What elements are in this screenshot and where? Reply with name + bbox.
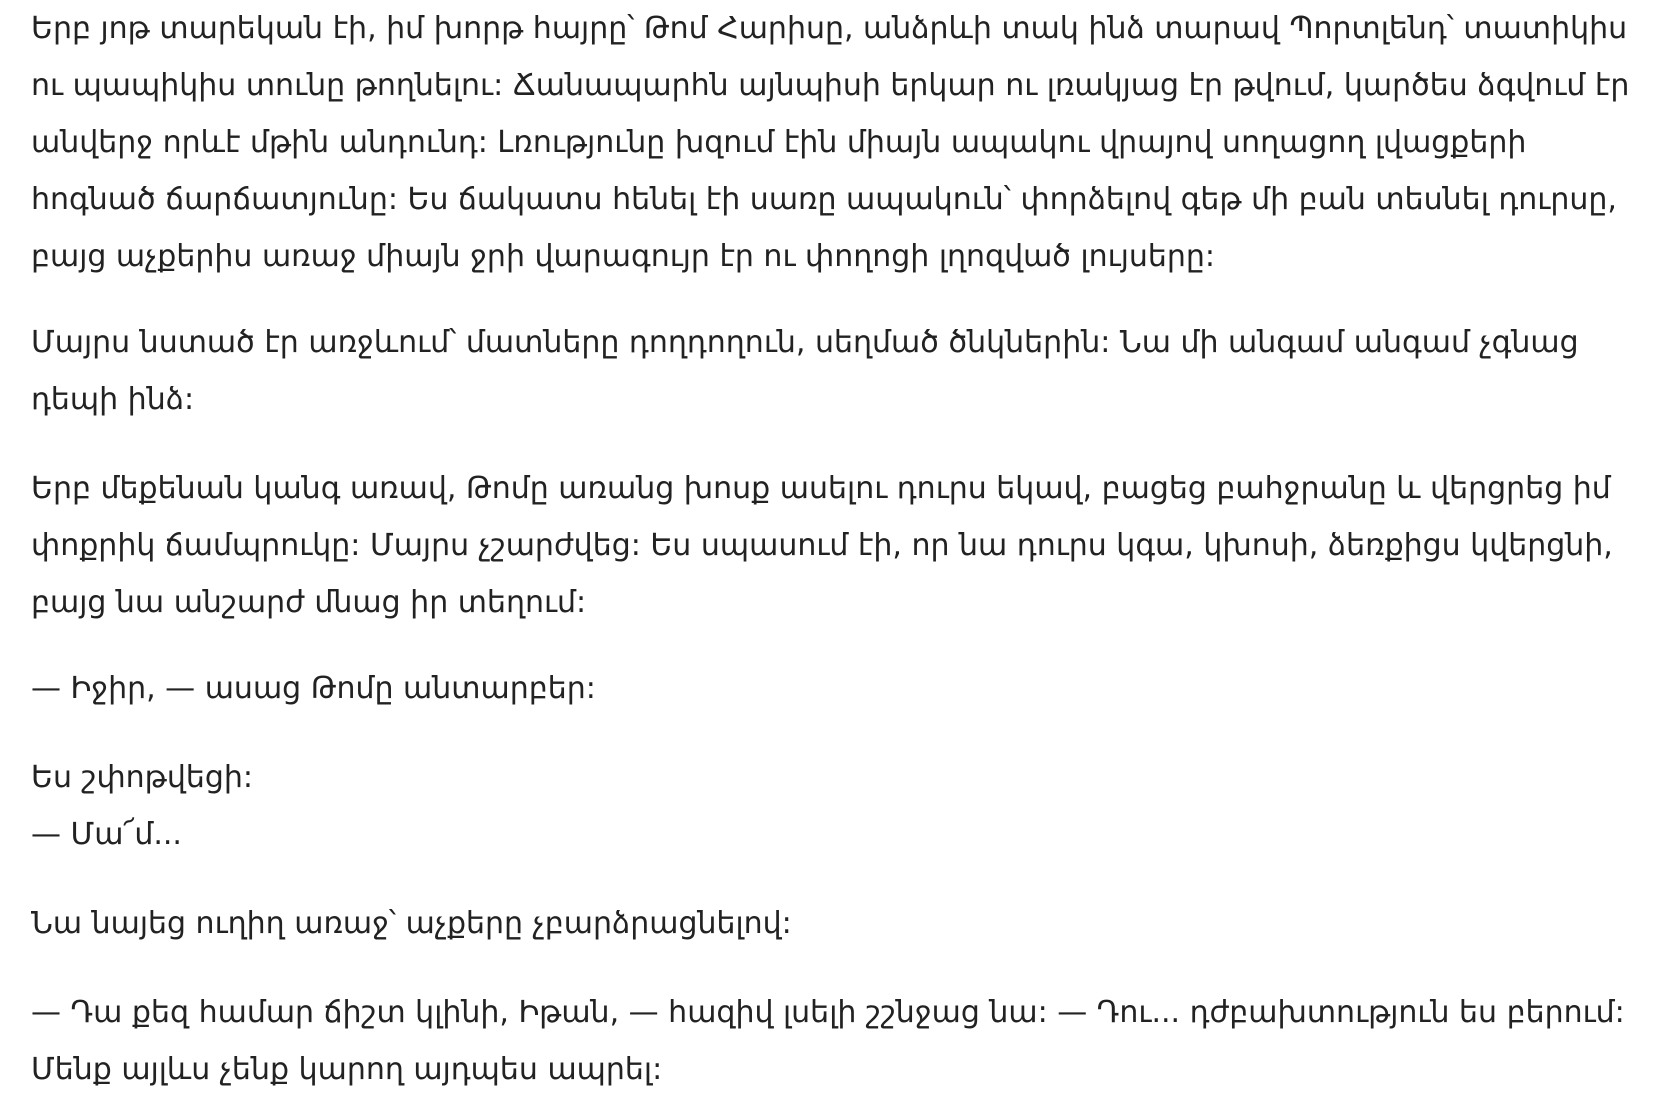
paragraph-mother-looks-ahead: Նա նայեց ուղիղ առաջ՝ աչքերը չբարձրացնելով: bbox=[31, 906, 792, 941]
dialogue-mother-whisper: — Դա քեզ համար ճիշտ կլինի, Իթան, — հազիվ լսելի շշնջաց նա: — Դու... դժբախտություն ես բերում: Մենք այլևս չենք կարող այդպես ապրել: bbox=[31, 995, 1625, 1087]
paragraph-opening: Երբ յոթ տարեկան էի, իմ խորթ հայրը՝ Թոմ Հարիսը, անձրևի տակ ինձ տարավ Պորտլենդ՝ տատիկիս ու պապիկիս տունը թողնելու: Ճանապարհն այնպիսի երկար ու լռակյաց էր թվում, կարծես ձգվում էր անվերջ որևէ մթին անդունդ: Լռությունը խզում էին միայն ապակու վրայով սողացող լվացքերի հոգնած ճարճատյունը: Ես ճակատս հենել էի սառը ապակուն՝ փորձելով գեթ մի բան տեսնել դուրսը, բայց աչքերիս առաջ միայն ջրի վարագույր էր ու փողոցի լղոզված լույսերը: bbox=[31, 11, 1630, 274]
dialogue-get-out: — Իջիր, — ասաց Թոմը անտարբեր: bbox=[31, 671, 596, 706]
paragraph-confusion: Ես շփոթվեցի: — Մա՜մ... bbox=[31, 760, 253, 852]
paragraph-mother-seated: Մայրս նստած էր առջևում՝ մատները դողդողուն, սեղմած ծնկներին: Նա մի անգամ անգամ չգնաց դեպի ինձ: bbox=[31, 325, 1579, 417]
paragraph-car-stopped: Երբ մեքենան կանգ առավ, Թոմը առանց խոսք ասելու դուրս եկավ, բացեց բահջրանը և վերցրեց իմ փոքրիկ ճամպրուկը: Մայրս չշարժվեց: Ես սպասում էի, որ նա դուրս կգա, կխոսի, ձեռքիցս կվերցնի, բայց նա անշարժ մնաց իր տեղում: bbox=[31, 471, 1613, 620]
